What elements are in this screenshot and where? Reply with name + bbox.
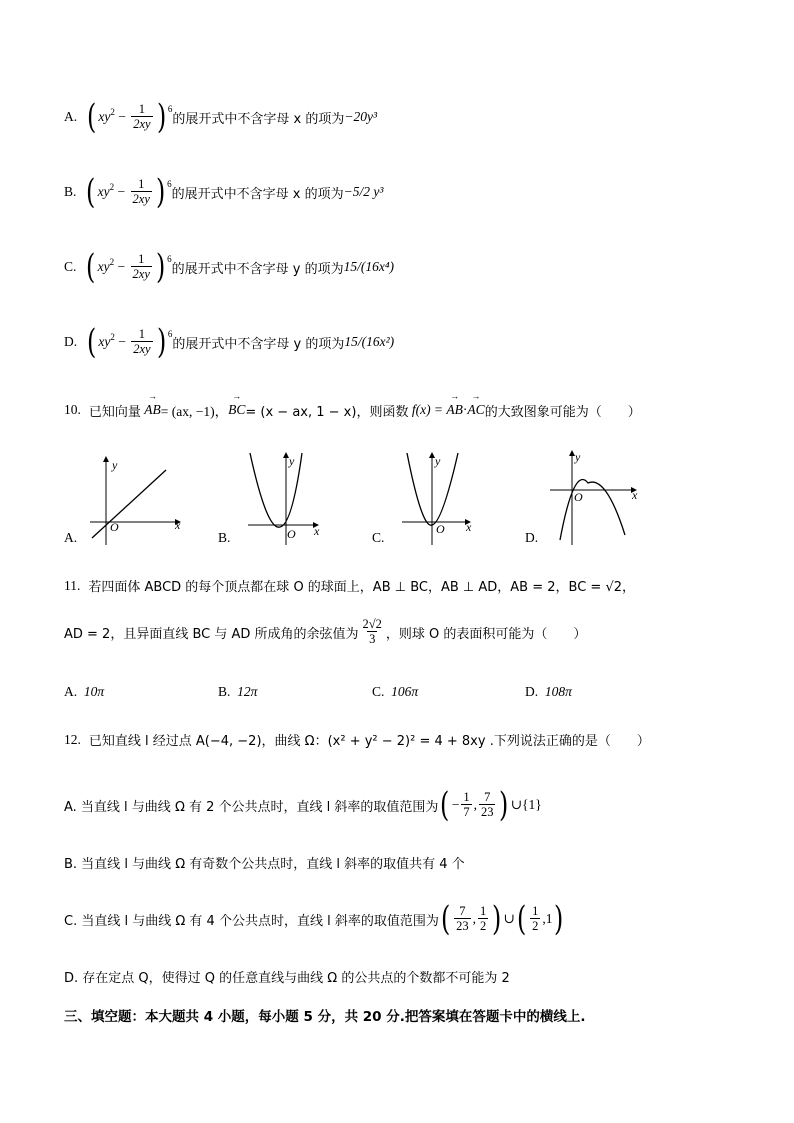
q9-option-d: D. ( xy 2 − $\frac{1}{2xy}$ ) 6 的展开式中不含字母 y 的项为 15/(16x²) bbox=[64, 322, 395, 362]
graph-b bbox=[248, 453, 318, 545]
q11-choice-d: D. 108π bbox=[525, 684, 572, 699]
question-number: 11. bbox=[64, 577, 81, 593]
vector-ac: → AC bbox=[467, 402, 484, 418]
graph-label-d: D. bbox=[525, 530, 539, 545]
graph-c-origin: O bbox=[436, 522, 445, 536]
graph-label-b: B. bbox=[218, 530, 231, 545]
option-answer: 15/(16x⁴) bbox=[343, 259, 395, 274]
graph-b-origin: O bbox=[287, 527, 296, 541]
graph-c-y-label: y bbox=[435, 454, 441, 468]
option-answer: −20y³ bbox=[344, 109, 377, 124]
graph-b-y-label: y bbox=[289, 454, 295, 468]
question-number: 10. bbox=[64, 402, 81, 417]
vector-bc: → BC bbox=[228, 402, 245, 418]
q11-choice-a: A. 10π bbox=[64, 684, 105, 699]
expr-base: xy bbox=[98, 109, 111, 124]
graph-a-origin: O bbox=[110, 520, 119, 534]
graph-label-c: C. bbox=[372, 530, 385, 545]
q12-option-a: A. 当直线 l 与曲线 Ω 有 2 个公共点时，直线 l 斜率的取值范围为 ( − $\frac{1}{7}$ , $\frac{7}{23}$ ) ∪{1} bbox=[64, 785, 542, 825]
q9-option-a: A. ( xy 2 − $\frac{1}{2xy}$ ) 6 的展开式中不含字母 x 的项为 −20y³ bbox=[64, 97, 377, 137]
graph-d bbox=[550, 451, 636, 545]
q10-stem: 10. 已知向量 → AB = (ax, −1)， → BC = (x − ax, 1 − x)，则函数 f(x) = → AB · → AC 的大致图象可能为（ ） bbox=[64, 400, 641, 420]
graph-a-curve bbox=[92, 470, 166, 538]
question-number: 12. bbox=[64, 731, 81, 747]
option-label: A. bbox=[64, 109, 78, 124]
q12-stem: 12. 已知直线 l 经过点 A(−4, −2)，曲线 Ω：(x² + y² − 2)² = 4 + 8xy .下列说法正确的是（ ） bbox=[64, 731, 650, 749]
graph-a-x-label: x bbox=[175, 518, 181, 532]
q11-stem-line1: 11. 若四面体 ABCD 的每个顶点都在球 O 的球面上，AB ⊥ BC，AB ⊥ AD，AB = 2，BC = √2， bbox=[64, 577, 635, 595]
q9-option-b: B. ( xy 2 − $\frac{1}{2xy}$ ) 6 的展开式中不含字母 x 的项为 −5/2 y³ bbox=[64, 172, 384, 212]
q12-option-b: B. 当直线 l 与曲线 Ω 有奇数个公共点时，直线 l 斜率的取值共有 4 个 bbox=[64, 857, 465, 872]
option-text: 的展开式中不含字母 x 的项为 bbox=[172, 111, 345, 127]
q12-option-c: C. 当直线 l 与曲线 Ω 有 4 个公共点时，直线 l 斜率的取值范围为 ( $\frac{7}{23}$ , $\frac{1}{2}$ ) ∪ ( $\frac{1}{2}$ ,1 ) bbox=[64, 899, 564, 939]
graph-d-curve bbox=[560, 480, 625, 540]
graph-d-y-label: y bbox=[575, 450, 581, 464]
graph-b-x-label: x bbox=[314, 524, 320, 538]
q12-option-d: D. 存在定点 Q，使得过 Q 的任意直线与曲线 Ω 的公共点的个数都不可能为 2 bbox=[64, 971, 510, 986]
q11-stem-line2: AD = 2，且异面直线 BC 与 AD 所成角的余弦值为 $\frac{2√2}{3}$ ，则球 O 的表面积可能为（ ） bbox=[64, 617, 587, 647]
graph-a-y-label: y bbox=[112, 458, 118, 472]
q9-option-c: C. ( xy 2 − $\frac{1}{2xy}$ ) 6 的展开式中不含字母 y 的项为 15/(16x⁴) bbox=[64, 247, 395, 287]
graph-d-x-label: x bbox=[632, 488, 638, 502]
option-answer: 15/(16x²) bbox=[344, 334, 395, 349]
q11-choice-b: B. 12π bbox=[218, 684, 258, 699]
graph-d-origin: O bbox=[574, 490, 583, 504]
option-answer: −5/2 y³ bbox=[343, 184, 384, 199]
graph-c-x-label: x bbox=[466, 520, 472, 534]
vector-ab: → AB bbox=[144, 402, 161, 418]
q11-choice-c: C. 106π bbox=[372, 684, 419, 699]
section-3-heading: 三、填空题：本大题共 4 小题，每小题 5 分，共 20 分.把答案填在答题卡中的横线上. bbox=[64, 1009, 586, 1025]
graph-label-a: A. bbox=[64, 530, 78, 545]
graph-a bbox=[90, 457, 180, 545]
